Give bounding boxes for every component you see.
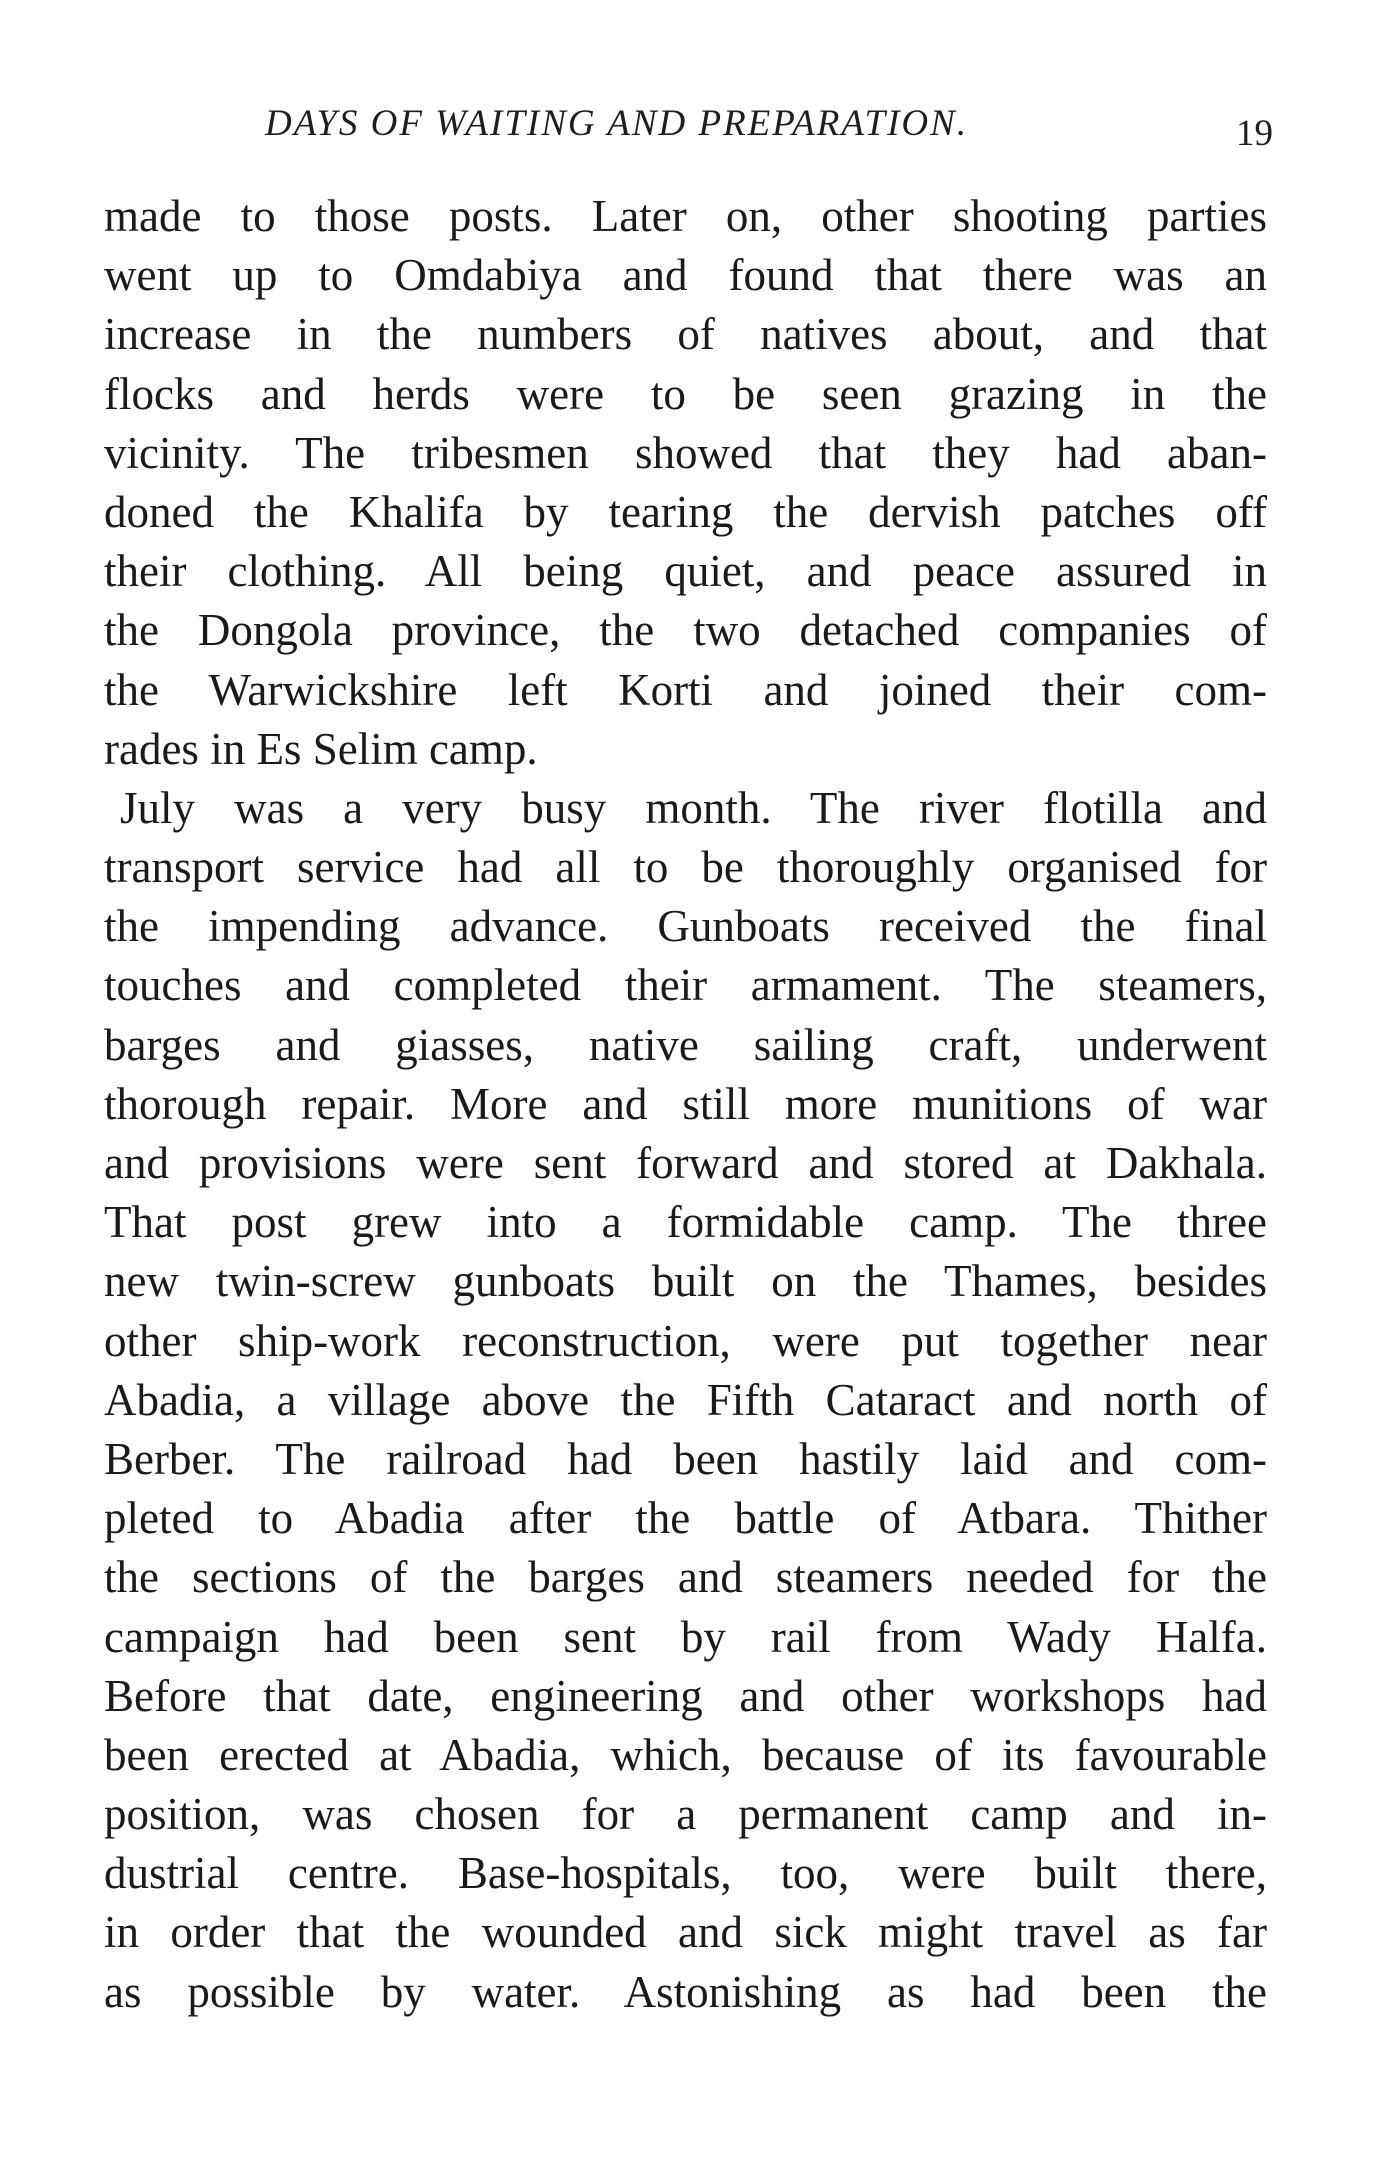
text-line: made to those posts. Later on, other shooting parties: [104, 191, 1267, 241]
text-line: in order that the wounded and sick might travel as far: [104, 1907, 1267, 1958]
page-number: 19: [1236, 113, 1273, 154]
text-line: doned the Khalifa by tearing the dervish patches off: [104, 486, 1267, 537]
text-line: thorough repair. More and still more munitions of war: [104, 1078, 1267, 1129]
text-line: the impending advance. Gunboats received the final: [104, 901, 1267, 952]
text-line: the Warwickshire left Korti and joined their com-: [104, 664, 1267, 715]
text-line: position, was chosen for a permanent camp and in-: [104, 1789, 1267, 1840]
paragraph-end-line: rades in Es Selim camp.: [104, 723, 538, 774]
text-line: dustrial centre. Base-hospitals, too, were built there,: [104, 1848, 1267, 1899]
text-line: Berber. The railroad had been hastily laid and com-: [104, 1433, 1267, 1484]
text-line: vicinity. The tribesmen showed that they had aban-: [104, 427, 1267, 478]
paragraph-start-line: July was a very busy month. The river flotilla and: [120, 782, 1267, 833]
text-line: touches and completed their armament. The steamers,: [104, 960, 1267, 1011]
text-line: their clothing. All being quiet, and peace assured in: [104, 546, 1267, 597]
text-line: been erected at Abadia, which, because of its favourable: [104, 1729, 1267, 1780]
text-line: the sections of the barges and steamers needed for the: [104, 1552, 1267, 1603]
text-line: Abadia, a village above the Fifth Cataract and north of: [104, 1374, 1267, 1425]
text-line: campaign had been sent by rail from Wady Halfa.: [104, 1611, 1267, 1662]
text-line: increase in the numbers of natives about, and that: [104, 309, 1267, 360]
text-line: and provisions were sent forward and stored at Dakhala.: [104, 1138, 1267, 1188]
text-line: transport service had all to be thoroughly organised for: [104, 842, 1267, 893]
text-line: barges and giasses, native sailing craft, underwent: [104, 1019, 1267, 1070]
body-text: [104, 187, 1267, 2022]
text-line: new twin-screw gunboats built on the Thames, besides: [104, 1256, 1267, 1307]
text-line: Before that date, engineering and other workshops had: [104, 1670, 1267, 1721]
text-line: flocks and herds were to be seen grazing in the: [104, 368, 1267, 419]
text-line: pleted to Abadia after the battle of Atbara. Thither: [104, 1493, 1267, 1544]
running-head-title: DAYS OF WAITING AND PREPARATION.: [265, 103, 969, 144]
text-line: other ship-work reconstruction, were put together near: [104, 1315, 1267, 1366]
text-line: went up to Omdabiya and found that there was an: [104, 250, 1267, 301]
text-line: as possible by water. Astonishing as had been the: [104, 1966, 1267, 2017]
text-line: the Dongola province, the two detached companies of: [104, 605, 1267, 656]
text-line: That post grew into a formidable camp. The three: [104, 1197, 1267, 1248]
